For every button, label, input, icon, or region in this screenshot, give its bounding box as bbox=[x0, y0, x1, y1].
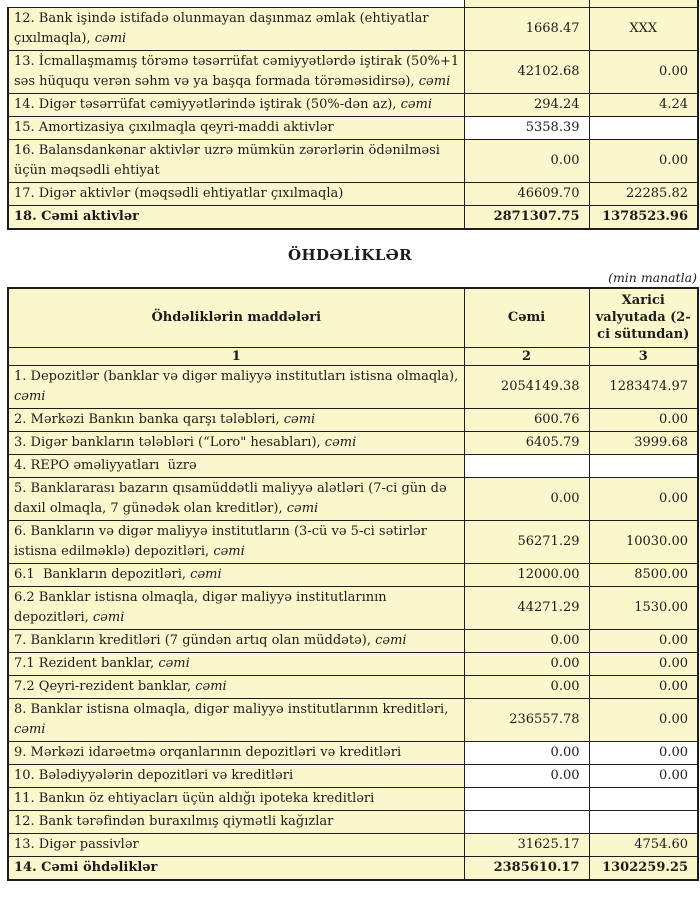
row-label-cell bbox=[8, 676, 464, 699]
row-label-cell bbox=[8, 564, 464, 587]
foreign-currency-value-cell: 3999.68 bbox=[589, 432, 698, 455]
foreign-currency-value-cell: 1302259.25 bbox=[589, 857, 698, 881]
table-row bbox=[8, 587, 698, 630]
row-label-text: 6.1 Bankların depozitləri, bbox=[14, 567, 191, 582]
row-label-cell bbox=[8, 116, 464, 139]
row-label-cell bbox=[8, 139, 464, 182]
row-label-italic-suffix: cəmi bbox=[418, 73, 451, 89]
row-label-cell bbox=[8, 765, 464, 788]
row-label-italic-suffix: cəmi bbox=[324, 435, 357, 450]
column-index-2: 2 bbox=[464, 348, 589, 366]
table-row bbox=[8, 630, 698, 653]
row-label-cell bbox=[8, 742, 464, 765]
assets-table-continued bbox=[7, 0, 699, 230]
total-value-cell: 236557.78 bbox=[464, 699, 589, 742]
table-row bbox=[8, 7, 698, 50]
foreign-currency-value-cell: 0.00 bbox=[589, 742, 698, 765]
total-value-cell: 0.00 bbox=[464, 630, 589, 653]
foreign-currency-value-cell: 1378523.96 bbox=[589, 205, 698, 229]
row-label-text: 17. Digər aktivlər (məqsədli ehtiyatlar çıxılmaqla) bbox=[14, 185, 344, 201]
total-value-cell: 46609.70 bbox=[464, 182, 589, 205]
table-row bbox=[8, 811, 698, 834]
row-label-text: 6. Bankların və digər maliyyə institutların (3-cü və 5-ci sətirlər istisna edilməklə) depozitləri, bbox=[14, 524, 432, 559]
row-label-text: 4. REPO əməliyyatları üzrə bbox=[14, 458, 197, 473]
row-label-text: 6.2 Banklar istisna olmaqla, digər maliyyə institutlarının depozitləri, bbox=[14, 590, 391, 625]
row-label-cell bbox=[8, 857, 464, 881]
row-label-cell bbox=[8, 587, 464, 630]
total-value-cell: 42102.68 bbox=[464, 50, 589, 93]
row-label-text: 3. Digər bankların tələbləri (“Loro" hesabları), bbox=[14, 435, 325, 450]
header-foreign-currency-column: Xarici valyutada (2-ci sütundan) bbox=[589, 288, 698, 348]
liabilities-header-row bbox=[8, 288, 698, 348]
foreign-currency-value-cell: 0.00 bbox=[589, 765, 698, 788]
foreign-currency-value-cell: 0.00 bbox=[589, 409, 698, 432]
liabilities-table bbox=[7, 287, 699, 882]
table-row bbox=[8, 432, 698, 455]
total-value-cell: 56271.29 bbox=[464, 521, 589, 564]
row-label-text: 16. Balansdankənar aktivlər uzrə mümkün zərərlərin ödənilməsi üçün məqsədli ehtiyat bbox=[14, 142, 445, 178]
row-label-cell bbox=[8, 788, 464, 811]
foreign-currency-value-cell: 22285.82 bbox=[589, 182, 698, 205]
foreign-currency-value-cell: 4.24 bbox=[589, 93, 698, 116]
row-label-text: 14. Cəmi öhdəliklər bbox=[14, 860, 158, 875]
row-label-text: 8. Banklar istisna olmaqla, digər maliyyə institutlarının kreditləri, bbox=[14, 702, 453, 717]
table-row bbox=[8, 834, 698, 857]
units-note: (min manatla) bbox=[608, 269, 697, 285]
table-row bbox=[8, 478, 698, 521]
total-value-cell: 44271.29 bbox=[464, 587, 589, 630]
table-row bbox=[8, 50, 698, 93]
table-row bbox=[8, 455, 698, 478]
foreign-currency-value-cell: 4754.60 bbox=[589, 834, 698, 857]
foreign-currency-value-cell: 0.00 bbox=[589, 50, 698, 93]
total-value-cell: 0.00 bbox=[464, 478, 589, 521]
foreign-currency-value-cell bbox=[589, 116, 698, 139]
row-label-cell bbox=[8, 432, 464, 455]
row-label-text: 11. Bankın öz ehtiyacları üçün aldığı ipoteka kreditləri bbox=[14, 791, 375, 806]
total-value-cell bbox=[464, 455, 589, 478]
row-label-italic-suffix: cəmi bbox=[283, 412, 316, 427]
table-row bbox=[8, 765, 698, 788]
total-value-cell: 2054149.38 bbox=[464, 366, 589, 409]
header-items-column: Öhdəliklərin maddələri bbox=[8, 288, 464, 348]
row-label-cell bbox=[8, 834, 464, 857]
row-label-italic-suffix: cəmi bbox=[94, 30, 127, 46]
crop-remnant-label-cell bbox=[8, 0, 464, 7]
row-label-italic-suffix: cəmi bbox=[400, 96, 433, 112]
row-label-italic-suffix: cəmi bbox=[375, 633, 407, 648]
table-row bbox=[8, 676, 698, 699]
row-label-cell bbox=[8, 366, 464, 409]
row-label-cell bbox=[8, 409, 464, 432]
foreign-currency-value-cell: 0.00 bbox=[589, 139, 698, 182]
table-row bbox=[8, 205, 698, 229]
row-label-text: 5. Banklararası bazarın qısamüddətli maliyyə alətləri (7-ci gün də daxil olmaqla, 7 günədək olan kreditlər), bbox=[14, 481, 451, 516]
table-row bbox=[8, 521, 698, 564]
total-value-cell: 2871307.75 bbox=[464, 205, 589, 229]
total-value-cell: 0.00 bbox=[464, 742, 589, 765]
foreign-currency-value-cell: 8500.00 bbox=[589, 564, 698, 587]
row-label-text: 9. Mərkəzi idarəetmə orqanlarının depozitləri və kreditləri bbox=[14, 745, 402, 760]
foreign-currency-value-cell: 0.00 bbox=[589, 699, 698, 742]
row-label-text: 18. Cəmi aktivlər bbox=[14, 208, 139, 224]
foreign-currency-value-cell: XXX bbox=[589, 7, 698, 50]
table-row bbox=[8, 788, 698, 811]
row-label-cell bbox=[8, 521, 464, 564]
row-label-text: 13. Digər passivlər bbox=[14, 837, 139, 852]
total-value-cell bbox=[464, 788, 589, 811]
total-value-cell: 1668.47 bbox=[464, 7, 589, 50]
crop-remnant-value-cell bbox=[589, 0, 698, 7]
foreign-currency-value-cell: 0.00 bbox=[589, 653, 698, 676]
table-row bbox=[8, 366, 698, 409]
row-label-text: 12. Bank işində istifadə olunmayan daşınmaz əmlak (ehtiyatlar çıxılmaqla), bbox=[14, 10, 433, 46]
row-label-text: 1. Depozitlər (banklar və digər maliyyə institutları istisna olmaqla), bbox=[14, 369, 463, 384]
foreign-currency-value-cell bbox=[589, 811, 698, 834]
row-label-italic-suffix: cəmi bbox=[158, 656, 190, 671]
row-label-italic-suffix: cəmi bbox=[190, 567, 222, 582]
table-row bbox=[8, 409, 698, 432]
row-label-text: 7.2 Qeyri-rezident banklar, bbox=[14, 679, 196, 694]
row-label-cell bbox=[8, 630, 464, 653]
total-value-cell: 0.00 bbox=[464, 653, 589, 676]
row-label-italic-suffix: cəmi bbox=[213, 544, 245, 559]
row-label-text: 7. Bankların kreditləri (7 gündən artıq olan müddətə), bbox=[14, 633, 376, 648]
row-label-italic-suffix: cəmi bbox=[195, 679, 227, 694]
table-row bbox=[8, 116, 698, 139]
row-label-cell bbox=[8, 811, 464, 834]
total-value-cell bbox=[464, 811, 589, 834]
total-value-cell: 5358.39 bbox=[464, 116, 589, 139]
foreign-currency-value-cell bbox=[589, 788, 698, 811]
table-crop-remnant-row bbox=[8, 0, 698, 7]
table-row bbox=[8, 182, 698, 205]
total-value-cell: 2385610.17 bbox=[464, 857, 589, 881]
row-label-italic-suffix: cəmi bbox=[286, 501, 319, 516]
total-value-cell: 0.00 bbox=[464, 765, 589, 788]
table-row bbox=[8, 93, 698, 116]
row-label-cell bbox=[8, 455, 464, 478]
table-row bbox=[8, 139, 698, 182]
foreign-currency-value-cell bbox=[589, 455, 698, 478]
foreign-currency-value-cell: 10030.00 bbox=[589, 521, 698, 564]
row-label-text: 7.1 Rezident banklar, bbox=[14, 656, 159, 671]
row-label-cell bbox=[8, 182, 464, 205]
table-row bbox=[8, 742, 698, 765]
foreign-currency-value-cell: 0.00 bbox=[589, 630, 698, 653]
row-label-italic-suffix: cəmi bbox=[14, 389, 46, 404]
row-label-text: 2. Mərkəzi Bankın banka qarşı tələbləri, bbox=[14, 412, 284, 427]
row-label-italic-suffix: cəmi bbox=[92, 610, 125, 625]
total-value-cell: 12000.00 bbox=[464, 564, 589, 587]
table-row bbox=[8, 564, 698, 587]
row-label-cell bbox=[8, 205, 464, 229]
total-value-cell: 600.76 bbox=[464, 409, 589, 432]
row-label-text: 14. Digər təsərrüfat cəmiyyətlərində iştirak (50%-dən az), bbox=[14, 96, 401, 112]
table-row bbox=[8, 699, 698, 742]
foreign-currency-value-cell: 1283474.97 bbox=[589, 366, 698, 409]
total-value-cell: 294.24 bbox=[464, 93, 589, 116]
total-value-cell: 0.00 bbox=[464, 139, 589, 182]
header-total-column: Cəmi bbox=[464, 288, 589, 348]
column-index-row bbox=[8, 348, 698, 366]
column-index-3: 3 bbox=[589, 348, 698, 366]
row-label-italic-suffix: cəmi bbox=[14, 722, 46, 737]
row-label-cell bbox=[8, 50, 464, 93]
row-label-text: 12. Bank tərəfindən buraxılmış qiymətli kağızlar bbox=[14, 814, 334, 829]
row-label-cell bbox=[8, 7, 464, 50]
total-value-cell: 0.00 bbox=[464, 676, 589, 699]
crop-remnant-value-cell bbox=[464, 0, 589, 7]
table-row bbox=[8, 653, 698, 676]
foreign-currency-value-cell: 0.00 bbox=[589, 478, 698, 521]
table-row bbox=[8, 857, 698, 881]
row-label-cell bbox=[8, 93, 464, 116]
column-index-1: 1 bbox=[8, 348, 464, 366]
row-label-cell bbox=[8, 653, 464, 676]
foreign-currency-value-cell: 0.00 bbox=[589, 676, 698, 699]
section-title-liabilities: ÖHDƏLİKLƏR bbox=[288, 245, 412, 264]
row-label-cell bbox=[8, 478, 464, 521]
row-label-cell bbox=[8, 699, 464, 742]
row-label-text: 15. Amortizasiya çıxılmaqla qeyri-maddi aktivlər bbox=[14, 119, 334, 135]
foreign-currency-value-cell: 1530.00 bbox=[589, 587, 698, 630]
total-value-cell: 6405.79 bbox=[464, 432, 589, 455]
row-label-text: 10. Bələdiyyələrin depozitləri və kreditləri bbox=[14, 768, 294, 783]
row-label-text: 13. İcmallaşmamış törəmə təsərrüfat cəmiyyətlərdə iştirak (50%+1 səs hüququ verən səhm və ya başqa formada törəməsidirsə), bbox=[14, 53, 464, 89]
total-value-cell: 31625.17 bbox=[464, 834, 589, 857]
